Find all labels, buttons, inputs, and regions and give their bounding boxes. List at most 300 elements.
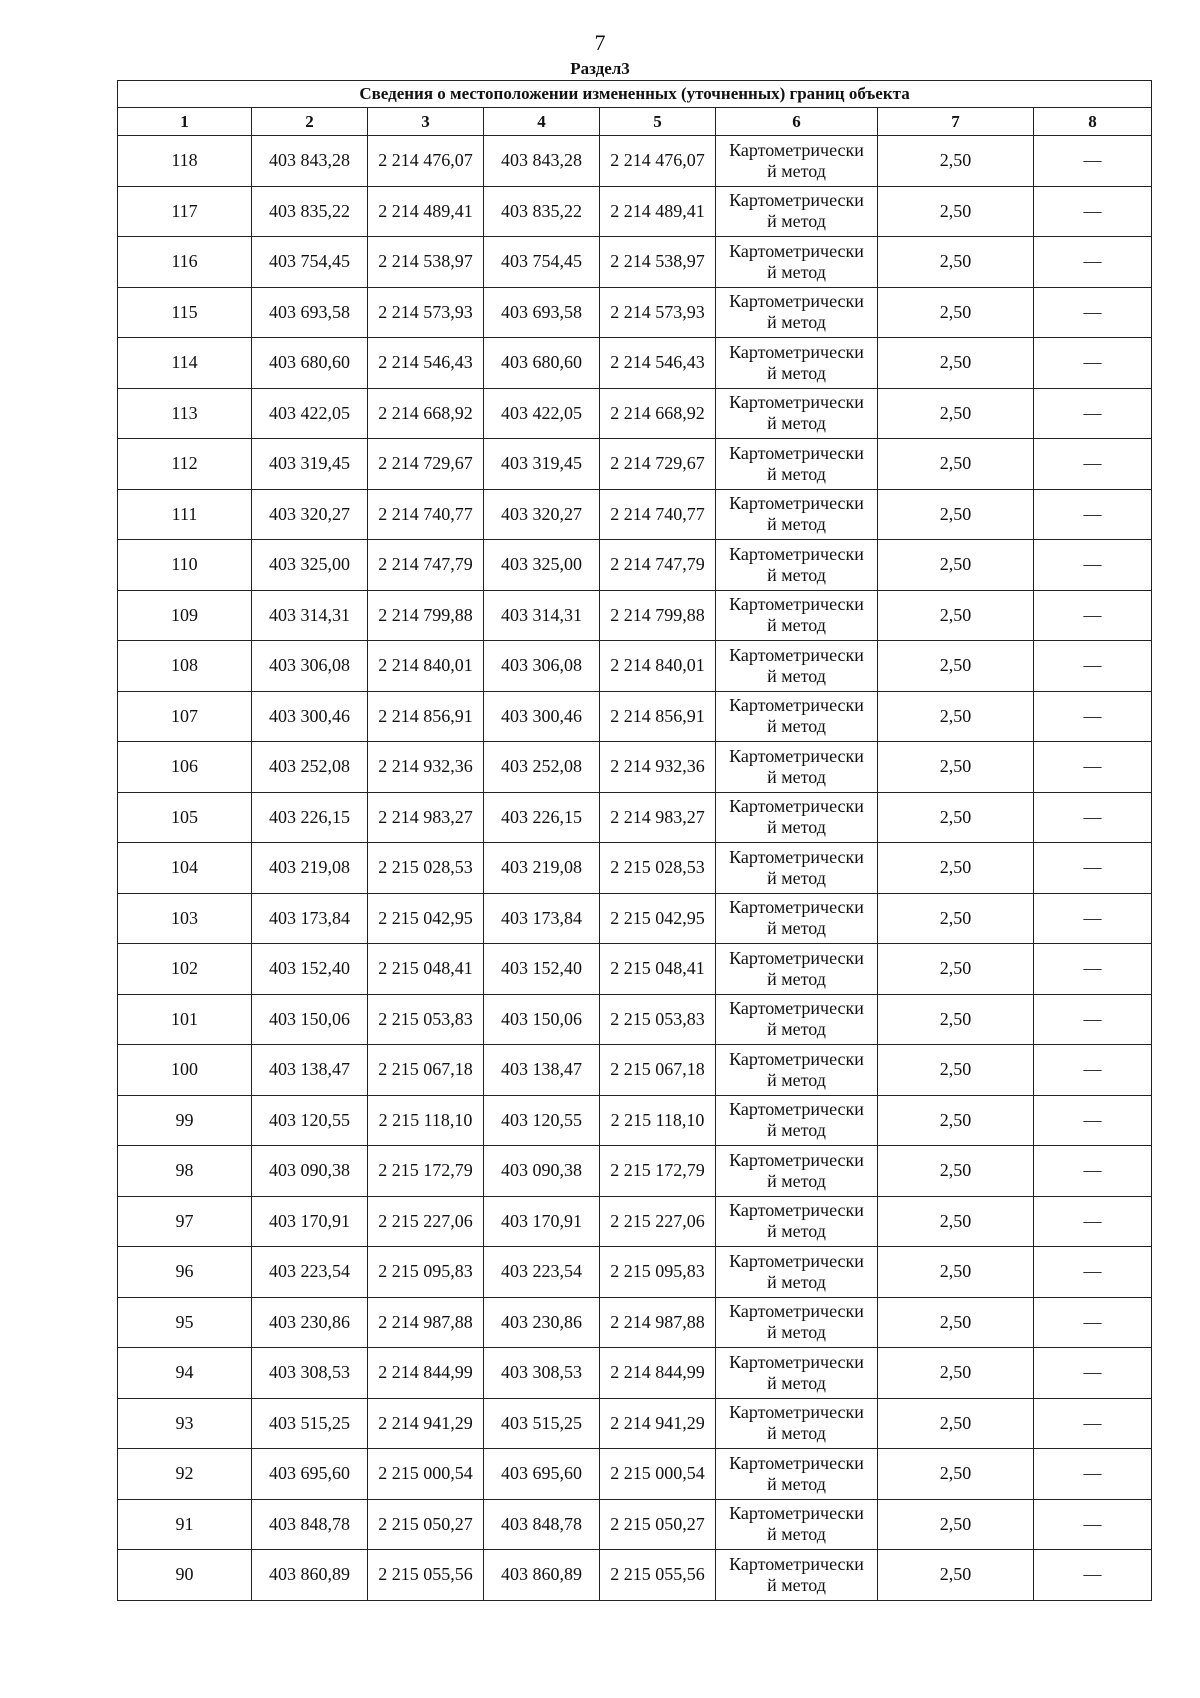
y-existing-cell: 2 214 740,77: [368, 489, 484, 540]
x-existing-cell: 403 152,40: [252, 944, 368, 995]
precision-cell: 2,50: [878, 1045, 1034, 1096]
note-cell: —: [1034, 1146, 1152, 1197]
point-number-cell: 102: [118, 944, 252, 995]
method-cell: [716, 1196, 878, 1247]
point-number-cell: 108: [118, 641, 252, 692]
method-line: Картометрически: [729, 998, 864, 1019]
method-cell: [716, 1550, 878, 1601]
method-line: Картометрически: [729, 442, 864, 463]
table-row: [118, 691, 1152, 742]
x-existing-cell: 403 860,89: [252, 1550, 368, 1601]
precision-cell: 2,50: [878, 439, 1034, 490]
x-refined-cell: 403 680,60: [484, 338, 600, 389]
method-line: й метод: [767, 261, 826, 282]
x-refined-cell: 403 754,45: [484, 237, 600, 288]
note-cell: —: [1034, 843, 1152, 894]
x-existing-cell: 403 422,05: [252, 388, 368, 439]
y-existing-cell: 2 215 050,27: [368, 1499, 484, 1550]
point-number-cell: 94: [118, 1348, 252, 1399]
method-line: Картометрически: [729, 1099, 864, 1120]
y-existing-cell: 2 214 546,43: [368, 338, 484, 389]
y-existing-cell: 2 214 932,36: [368, 742, 484, 793]
x-existing-cell: 403 308,53: [252, 1348, 368, 1399]
method-line: Картометрически: [729, 190, 864, 211]
table-row: [118, 1499, 1152, 1550]
precision-cell: 2,50: [878, 1348, 1034, 1399]
y-refined-cell: 2 214 799,88: [600, 590, 716, 641]
x-refined-cell: 403 835,22: [484, 186, 600, 237]
precision-cell: 2,50: [878, 742, 1034, 793]
table-row: [118, 843, 1152, 894]
table-body: [118, 136, 1152, 1601]
method-line: й метод: [767, 160, 826, 181]
y-existing-cell: 2 214 747,79: [368, 540, 484, 591]
note-cell: —: [1034, 1348, 1152, 1399]
x-existing-cell: 403 120,55: [252, 1095, 368, 1146]
y-existing-cell: 2 214 983,27: [368, 792, 484, 843]
y-refined-cell: 2 215 042,95: [600, 893, 716, 944]
table-row: [118, 641, 1152, 692]
table-row: [118, 994, 1152, 1045]
method-line: Картометрически: [729, 594, 864, 615]
note-cell: —: [1034, 1398, 1152, 1449]
method-line: Картометрически: [729, 392, 864, 413]
method-line: Картометрически: [729, 493, 864, 514]
y-existing-cell: 2 214 840,01: [368, 641, 484, 692]
x-existing-cell: 403 680,60: [252, 338, 368, 389]
x-existing-cell: 403 306,08: [252, 641, 368, 692]
y-existing-cell: 2 215 028,53: [368, 843, 484, 894]
x-existing-cell: 403 515,25: [252, 1398, 368, 1449]
method-line: Картометрически: [729, 846, 864, 867]
precision-cell: 2,50: [878, 1095, 1034, 1146]
point-number-cell: 113: [118, 388, 252, 439]
x-existing-cell: 403 325,00: [252, 540, 368, 591]
note-cell: —: [1034, 893, 1152, 944]
note-cell: —: [1034, 489, 1152, 540]
y-refined-cell: 2 215 172,79: [600, 1146, 716, 1197]
note-cell: —: [1034, 742, 1152, 793]
method-cell: [716, 540, 878, 591]
x-refined-cell: 403 300,46: [484, 691, 600, 742]
x-refined-cell: 403 173,84: [484, 893, 600, 944]
y-existing-cell: 2 215 067,18: [368, 1045, 484, 1096]
precision-cell: 2,50: [878, 136, 1034, 187]
x-refined-cell: 403 226,15: [484, 792, 600, 843]
method-line: й метод: [767, 1271, 826, 1292]
column-header: 5: [600, 108, 716, 136]
method-line: й метод: [767, 1120, 826, 1141]
method-line: Картометрически: [729, 796, 864, 817]
method-cell: [716, 742, 878, 793]
x-refined-cell: 403 252,08: [484, 742, 600, 793]
y-refined-cell: 2 214 729,67: [600, 439, 716, 490]
point-number-cell: 97: [118, 1196, 252, 1247]
x-existing-cell: 403 300,46: [252, 691, 368, 742]
x-existing-cell: 403 848,78: [252, 1499, 368, 1550]
y-existing-cell: 2 214 856,91: [368, 691, 484, 742]
point-number-cell: 101: [118, 994, 252, 1045]
note-cell: —: [1034, 439, 1152, 490]
precision-cell: 2,50: [878, 1449, 1034, 1500]
y-refined-cell: 2 214 844,99: [600, 1348, 716, 1399]
x-existing-cell: 403 173,84: [252, 893, 368, 944]
y-refined-cell: 2 215 227,06: [600, 1196, 716, 1247]
table-row: [118, 1146, 1152, 1197]
x-refined-cell: 403 695,60: [484, 1449, 600, 1500]
table-row: [118, 540, 1152, 591]
method-line: Картометрически: [729, 897, 864, 918]
method-line: Картометрически: [729, 1149, 864, 1170]
table-caption: Сведения о местоположении измененных (уточненных) границ объекта: [118, 81, 1152, 108]
method-line: Картометрически: [729, 1250, 864, 1271]
method-cell: [716, 691, 878, 742]
method-line: й метод: [767, 1423, 826, 1444]
precision-cell: 2,50: [878, 1247, 1034, 1298]
method-line: й метод: [767, 514, 826, 535]
method-cell: [716, 136, 878, 187]
x-existing-cell: 403 835,22: [252, 186, 368, 237]
y-refined-cell: 2 214 476,07: [600, 136, 716, 187]
precision-cell: 2,50: [878, 691, 1034, 742]
method-cell: [716, 439, 878, 490]
point-number-cell: 98: [118, 1146, 252, 1197]
y-existing-cell: 2 214 941,29: [368, 1398, 484, 1449]
point-number-cell: 96: [118, 1247, 252, 1298]
method-line: Картометрически: [729, 291, 864, 312]
precision-cell: 2,50: [878, 843, 1034, 894]
method-cell: [716, 792, 878, 843]
precision-cell: 2,50: [878, 1146, 1034, 1197]
precision-cell: 2,50: [878, 1196, 1034, 1247]
precision-cell: 2,50: [878, 388, 1034, 439]
column-header: 7: [878, 108, 1034, 136]
method-line: й метод: [767, 564, 826, 585]
precision-cell: 2,50: [878, 1550, 1034, 1601]
column-header: 3: [368, 108, 484, 136]
coordinates-table: [117, 80, 1152, 1601]
x-existing-cell: 403 319,45: [252, 439, 368, 490]
note-cell: —: [1034, 1449, 1152, 1500]
y-refined-cell: 2 214 668,92: [600, 388, 716, 439]
method-line: Картометрически: [729, 1452, 864, 1473]
column-header: 6: [716, 108, 878, 136]
point-number-cell: 90: [118, 1550, 252, 1601]
table-row: [118, 944, 1152, 995]
x-refined-cell: 403 422,05: [484, 388, 600, 439]
y-refined-cell: 2 214 489,41: [600, 186, 716, 237]
precision-cell: 2,50: [878, 237, 1034, 288]
method-cell: [716, 1045, 878, 1096]
column-header: 2: [252, 108, 368, 136]
y-refined-cell: 2 215 067,18: [600, 1045, 716, 1096]
x-existing-cell: 403 754,45: [252, 237, 368, 288]
method-line: й метод: [767, 1019, 826, 1040]
method-line: й метод: [767, 1322, 826, 1343]
x-refined-cell: 403 325,00: [484, 540, 600, 591]
method-line: й метод: [767, 867, 826, 888]
note-cell: —: [1034, 1247, 1152, 1298]
method-line: й метод: [767, 312, 826, 333]
x-refined-cell: 403 223,54: [484, 1247, 600, 1298]
table-row: [118, 1196, 1152, 1247]
column-header: 8: [1034, 108, 1152, 136]
column-header: 1: [118, 108, 252, 136]
y-existing-cell: 2 215 227,06: [368, 1196, 484, 1247]
x-existing-cell: 403 230,86: [252, 1297, 368, 1348]
x-refined-cell: 403 219,08: [484, 843, 600, 894]
x-existing-cell: 403 226,15: [252, 792, 368, 843]
method-cell: [716, 641, 878, 692]
method-line: Картометрически: [729, 1301, 864, 1322]
note-cell: —: [1034, 641, 1152, 692]
point-number-cell: 111: [118, 489, 252, 540]
method-line: й метод: [767, 1170, 826, 1191]
x-existing-cell: 403 320,27: [252, 489, 368, 540]
method-line: Картометрически: [729, 745, 864, 766]
method-line: Картометрически: [729, 1553, 864, 1574]
x-refined-cell: 403 314,31: [484, 590, 600, 641]
y-existing-cell: 2 215 118,10: [368, 1095, 484, 1146]
precision-cell: 2,50: [878, 338, 1034, 389]
y-refined-cell: 2 215 095,83: [600, 1247, 716, 1298]
x-refined-cell: 403 306,08: [484, 641, 600, 692]
x-refined-cell: 403 860,89: [484, 1550, 600, 1601]
method-cell: [716, 186, 878, 237]
note-cell: —: [1034, 540, 1152, 591]
method-line: Картометрически: [729, 341, 864, 362]
method-line: Картометрически: [729, 543, 864, 564]
y-existing-cell: 2 214 489,41: [368, 186, 484, 237]
method-cell: [716, 1398, 878, 1449]
x-existing-cell: 403 219,08: [252, 843, 368, 894]
method-line: й метод: [767, 817, 826, 838]
method-line: й метод: [767, 615, 826, 636]
method-cell: [716, 1297, 878, 1348]
y-existing-cell: 2 215 048,41: [368, 944, 484, 995]
method-cell: [716, 944, 878, 995]
y-refined-cell: 2 215 118,10: [600, 1095, 716, 1146]
point-number-cell: 106: [118, 742, 252, 793]
y-existing-cell: 2 215 095,83: [368, 1247, 484, 1298]
y-refined-cell: 2 215 055,56: [600, 1550, 716, 1601]
note-cell: —: [1034, 287, 1152, 338]
point-number-cell: 116: [118, 237, 252, 288]
point-number-cell: 91: [118, 1499, 252, 1550]
method-cell: [716, 388, 878, 439]
y-refined-cell: 2 214 856,91: [600, 691, 716, 742]
method-line: Картометрически: [729, 240, 864, 261]
y-refined-cell: 2 214 573,93: [600, 287, 716, 338]
note-cell: —: [1034, 944, 1152, 995]
method-line: й метод: [767, 1372, 826, 1393]
point-number-cell: 95: [118, 1297, 252, 1348]
column-header: 4: [484, 108, 600, 136]
precision-cell: 2,50: [878, 287, 1034, 338]
point-number-cell: 93: [118, 1398, 252, 1449]
y-refined-cell: 2 214 987,88: [600, 1297, 716, 1348]
precision-cell: 2,50: [878, 540, 1034, 591]
method-line: й метод: [767, 968, 826, 989]
precision-cell: 2,50: [878, 641, 1034, 692]
table-row: [118, 136, 1152, 187]
y-existing-cell: 2 214 844,99: [368, 1348, 484, 1399]
note-cell: —: [1034, 1297, 1152, 1348]
x-refined-cell: 403 150,06: [484, 994, 600, 1045]
x-refined-cell: 403 320,27: [484, 489, 600, 540]
note-cell: —: [1034, 388, 1152, 439]
method-line: Картометрически: [729, 1503, 864, 1524]
x-refined-cell: 403 152,40: [484, 944, 600, 995]
method-cell: [716, 489, 878, 540]
method-line: й метод: [767, 362, 826, 383]
point-number-cell: 118: [118, 136, 252, 187]
table-row: [118, 1095, 1152, 1146]
table-row: [118, 388, 1152, 439]
method-cell: [716, 893, 878, 944]
method-line: Картометрически: [729, 1048, 864, 1069]
note-cell: —: [1034, 1045, 1152, 1096]
note-cell: —: [1034, 186, 1152, 237]
point-number-cell: 103: [118, 893, 252, 944]
method-line: Картометрически: [729, 139, 864, 160]
y-refined-cell: 2 214 941,29: [600, 1398, 716, 1449]
note-cell: —: [1034, 691, 1152, 742]
method-cell: [716, 338, 878, 389]
x-existing-cell: 403 223,54: [252, 1247, 368, 1298]
x-existing-cell: 403 695,60: [252, 1449, 368, 1500]
column-header-row: [118, 108, 1152, 136]
y-existing-cell: 2 215 053,83: [368, 994, 484, 1045]
method-line: й метод: [767, 716, 826, 737]
page-number: 7: [594, 30, 606, 55]
x-existing-cell: 403 252,08: [252, 742, 368, 793]
x-refined-cell: 403 693,58: [484, 287, 600, 338]
x-existing-cell: 403 314,31: [252, 590, 368, 641]
y-existing-cell: 2 215 172,79: [368, 1146, 484, 1197]
precision-cell: 2,50: [878, 792, 1034, 843]
x-existing-cell: 403 843,28: [252, 136, 368, 187]
note-cell: —: [1034, 792, 1152, 843]
point-number-cell: 110: [118, 540, 252, 591]
table-row: [118, 186, 1152, 237]
precision-cell: 2,50: [878, 1499, 1034, 1550]
method-line: й метод: [767, 1069, 826, 1090]
x-existing-cell: 403 150,06: [252, 994, 368, 1045]
method-cell: [716, 843, 878, 894]
table-row: [118, 792, 1152, 843]
method-cell: [716, 237, 878, 288]
y-refined-cell: 2 214 932,36: [600, 742, 716, 793]
method-cell: [716, 1348, 878, 1399]
point-number-cell: 112: [118, 439, 252, 490]
precision-cell: 2,50: [878, 1398, 1034, 1449]
precision-cell: 2,50: [878, 944, 1034, 995]
note-cell: —: [1034, 1095, 1152, 1146]
point-number-cell: 105: [118, 792, 252, 843]
y-refined-cell: 2 214 546,43: [600, 338, 716, 389]
point-number-cell: 115: [118, 287, 252, 338]
note-cell: —: [1034, 590, 1152, 641]
method-cell: [716, 1247, 878, 1298]
note-cell: —: [1034, 237, 1152, 288]
y-existing-cell: 2 214 476,07: [368, 136, 484, 187]
precision-cell: 2,50: [878, 994, 1034, 1045]
y-refined-cell: 2 215 050,27: [600, 1499, 716, 1550]
method-cell: [716, 1449, 878, 1500]
method-line: й метод: [767, 1524, 826, 1545]
y-existing-cell: 2 215 000,54: [368, 1449, 484, 1500]
y-existing-cell: 2 215 055,56: [368, 1550, 484, 1601]
table-row: [118, 1398, 1152, 1449]
section-title: Раздел3: [570, 59, 630, 78]
point-number-cell: 99: [118, 1095, 252, 1146]
method-line: й метод: [767, 665, 826, 686]
point-number-cell: 117: [118, 186, 252, 237]
table-row: [118, 590, 1152, 641]
table-row: [118, 742, 1152, 793]
x-refined-cell: 403 308,53: [484, 1348, 600, 1399]
table-row: [118, 893, 1152, 944]
method-line: й метод: [767, 766, 826, 787]
x-refined-cell: 403 230,86: [484, 1297, 600, 1348]
method-line: й метод: [767, 1473, 826, 1494]
method-cell: [716, 1499, 878, 1550]
table-row: [118, 1449, 1152, 1500]
x-refined-cell: 403 120,55: [484, 1095, 600, 1146]
y-existing-cell: 2 214 987,88: [368, 1297, 484, 1348]
method-line: Картометрически: [729, 695, 864, 716]
note-cell: —: [1034, 1550, 1152, 1601]
table-row: [118, 1348, 1152, 1399]
point-number-cell: 92: [118, 1449, 252, 1500]
x-existing-cell: 403 090,38: [252, 1146, 368, 1197]
method-line: й метод: [767, 1574, 826, 1595]
x-refined-cell: 403 515,25: [484, 1398, 600, 1449]
x-refined-cell: 403 138,47: [484, 1045, 600, 1096]
y-existing-cell: 2 214 538,97: [368, 237, 484, 288]
table-row: [118, 489, 1152, 540]
y-refined-cell: 2 215 048,41: [600, 944, 716, 995]
table-row: [118, 287, 1152, 338]
point-number-cell: 109: [118, 590, 252, 641]
method-line: й метод: [767, 1221, 826, 1242]
precision-cell: 2,50: [878, 489, 1034, 540]
table-row: [118, 439, 1152, 490]
method-line: Картометрически: [729, 1351, 864, 1372]
method-line: й метод: [767, 211, 826, 232]
x-refined-cell: 403 319,45: [484, 439, 600, 490]
point-number-cell: 107: [118, 691, 252, 742]
table-row: [118, 1297, 1152, 1348]
table-row: [118, 338, 1152, 389]
x-existing-cell: 403 170,91: [252, 1196, 368, 1247]
method-line: Картометрически: [729, 1200, 864, 1221]
table-row: [118, 1247, 1152, 1298]
y-refined-cell: 2 214 538,97: [600, 237, 716, 288]
x-existing-cell: 403 693,58: [252, 287, 368, 338]
x-existing-cell: 403 138,47: [252, 1045, 368, 1096]
table-row: [118, 1045, 1152, 1096]
method-line: й метод: [767, 413, 826, 434]
method-line: й метод: [767, 463, 826, 484]
y-refined-cell: 2 214 840,01: [600, 641, 716, 692]
y-refined-cell: 2 215 028,53: [600, 843, 716, 894]
method-cell: [716, 287, 878, 338]
x-refined-cell: 403 090,38: [484, 1146, 600, 1197]
y-refined-cell: 2 214 740,77: [600, 489, 716, 540]
y-existing-cell: 2 214 668,92: [368, 388, 484, 439]
